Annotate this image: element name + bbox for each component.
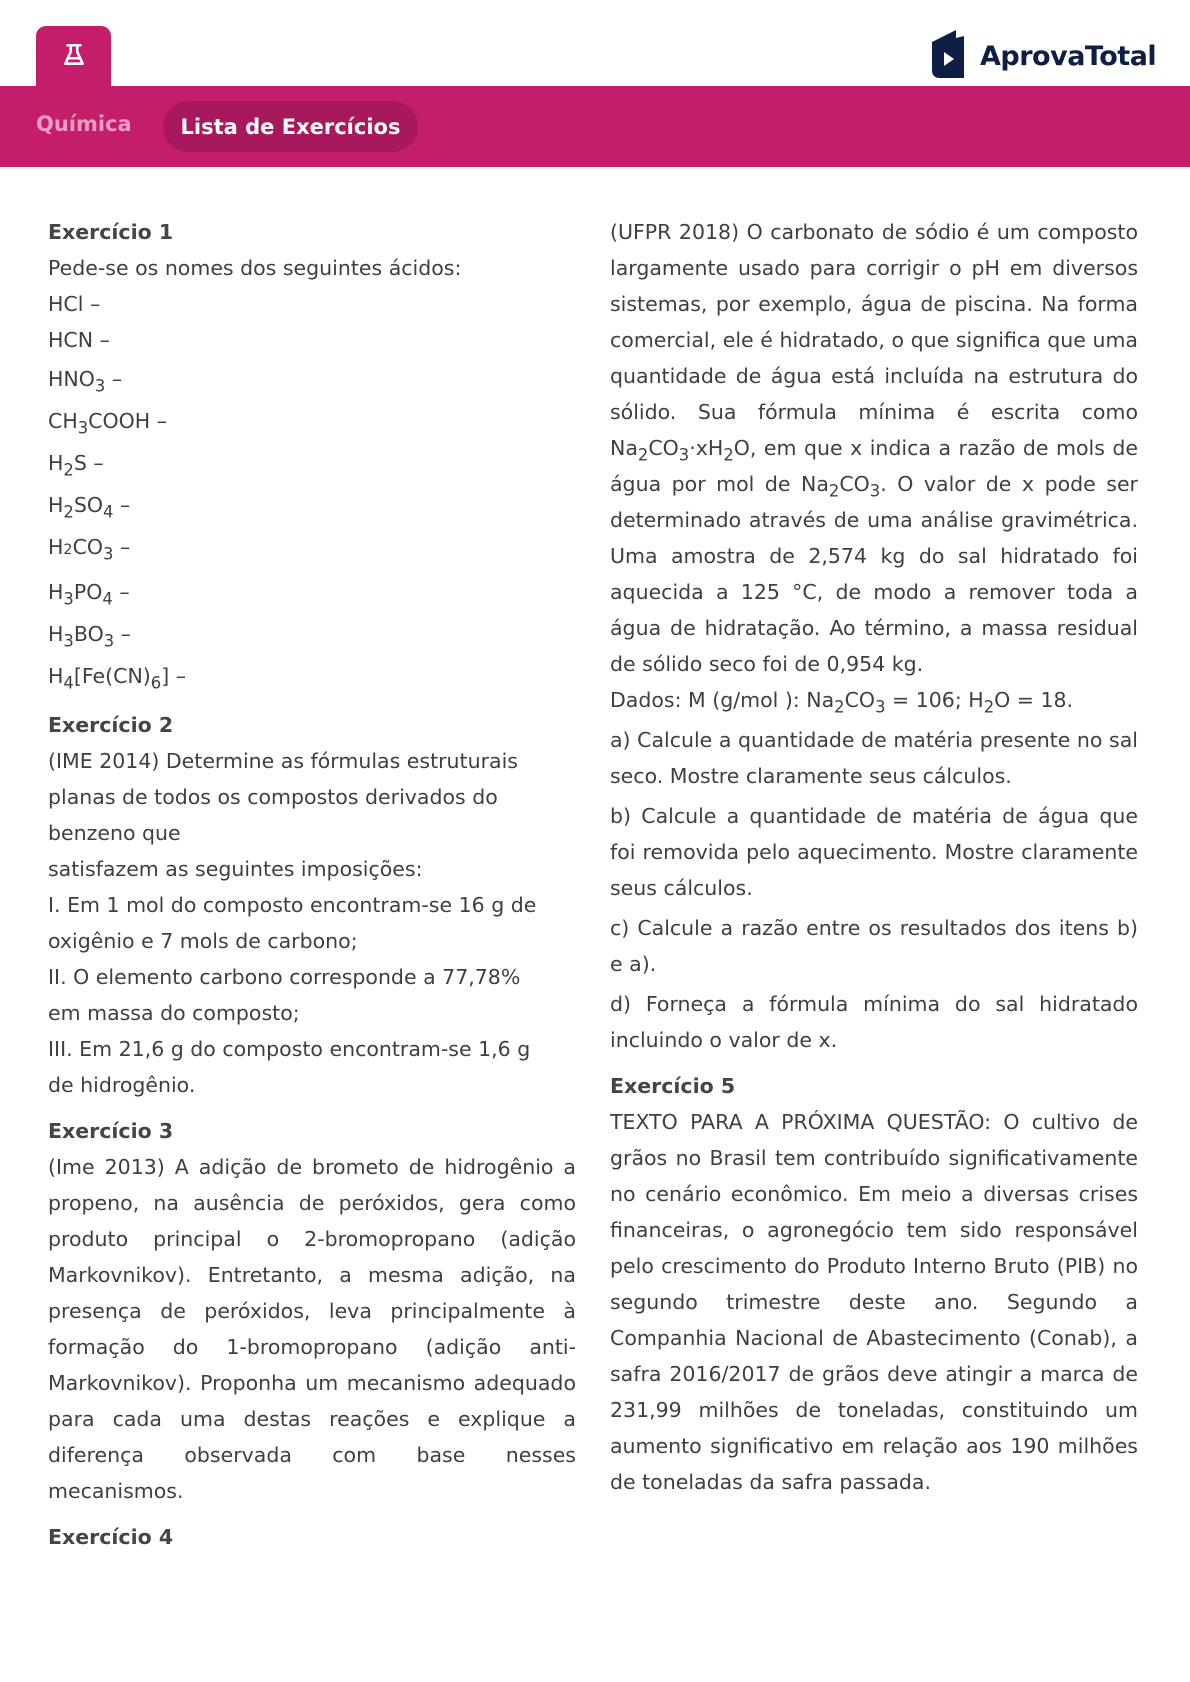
book-play-icon xyxy=(930,28,966,84)
exercise-1 xyxy=(48,214,576,697)
item-b: b) Calcule a quantidade de matéria de água que foi removida pelo aquecimento. Mostre claramente seus cálculos. xyxy=(610,804,1138,900)
exercise-line: (IME 2014) Determine as fórmulas estruturais xyxy=(48,749,518,773)
exercise-title: Exercício 3 xyxy=(48,1119,174,1143)
chem-formula: $Na_2CO_3$ xyxy=(801,472,881,501)
data-line: Dados: M (g/mol ): $Na_2CO_3 = 106$; $H_2O = 18$. xyxy=(610,688,1074,717)
exercise-line: em massa do composto; xyxy=(48,1001,300,1025)
exercise-3 xyxy=(48,1113,576,1509)
left-column xyxy=(48,214,576,1555)
formula-item: $H_4[Fe(CN)_6]$ – xyxy=(48,664,186,693)
exercise-prompt: Pede-se os nomes dos seguintes ácidos: xyxy=(48,256,462,280)
formula-item: HCl – xyxy=(48,292,101,316)
exercise-title: Exercício 2 xyxy=(48,713,174,737)
formula-item: $H2CO_3$ – xyxy=(48,535,131,564)
formula-item: HCN – xyxy=(48,328,110,352)
formula-list xyxy=(48,286,576,697)
exercise-5 xyxy=(610,1068,1138,1500)
formula-item: $CH_3COOH$ – xyxy=(48,409,167,438)
breadcrumb-subject[interactable]: Química xyxy=(36,112,132,136)
breadcrumb-section[interactable]: Lista de Exercícios xyxy=(163,101,418,152)
exercise-line: benzeno que xyxy=(48,821,181,845)
header-bar xyxy=(0,86,1190,167)
formula-item: $H_3BO_3$ – xyxy=(48,622,131,651)
subject-tab[interactable] xyxy=(36,26,111,88)
exercise-line: satisfazem as seguintes imposições: xyxy=(48,857,423,881)
chem-formula: $Na_2CO_3\cdot xH_2O$ xyxy=(610,436,750,465)
exercise-line: planas de todos os compostos derivados do xyxy=(48,785,498,809)
exercise-title: Exercício 1 xyxy=(48,220,174,244)
exercise-text: (Ime 2013) A adição de brometo de hidrogênio a propeno, na ausência de peróxidos, gera como produto principal o 2-bromopropano (adição Markovnikov). Entretanto, a mesma adição, na presença de peróxidos, leva principalmente à formação do 1-bromopropano (adição anti-Markovnikov). Proponha um mecanismo adequado para cada uma destas reações e explique a diferença observada com base nesses mecanismos. xyxy=(48,1155,576,1503)
exercise-title: Exercício 5 xyxy=(610,1074,736,1098)
formula-item: $H_3PO_4$ – xyxy=(48,580,130,609)
brand-logo xyxy=(930,28,1156,84)
exercise-line: de hidrogênio. xyxy=(48,1073,196,1097)
right-column xyxy=(610,214,1138,1500)
formula-item: $H_2S$ – xyxy=(48,451,104,480)
formula-item: $HNO_3$ – xyxy=(48,367,123,396)
exercise-line: III. Em 21,6 g do composto encontram-se 1,6 g xyxy=(48,1037,531,1061)
item-c: c) Calcule a razão entre os resultados dos itens b) e a). xyxy=(610,916,1138,976)
item-d: d) Forneça a fórmula mínima do sal hidratado incluindo o valor de x. xyxy=(610,992,1138,1052)
item-a: a) Calcule a quantidade de matéria presente no sal seco. Mostre claramente seus cálculos. xyxy=(610,728,1138,788)
exercise-2 xyxy=(48,707,576,1103)
formula-item: $H_2SO_4$ – xyxy=(48,493,131,522)
exercise-line: oxigênio e 7 mols de carbono; xyxy=(48,929,358,953)
exercise-title: Exercício 4 xyxy=(48,1525,174,1549)
flask-icon xyxy=(61,42,87,72)
exercise-text: TEXTO PARA A PRÓXIMA QUESTÃO: O cultivo de grãos no Brasil tem contribuído significativamente no cenário econômico. Em meio a diversas crises financeiras, o agronegócio tem sido responsável pelo crescimento do Produto Interno Bruto (PIB) no segundo trimestre deste ano. Segundo a Companhia Nacional de Abastecimento (Conab), a safra 2016/2017 de grãos deve atingir a marca de 231,99 milhões de toneladas, constituindo um aumento significativo em relação aos 190 milhões de toneladas da safra passada. xyxy=(610,1110,1138,1494)
exercise-line: II. O elemento carbono corresponde a 77,78% xyxy=(48,965,521,989)
exercise-4-heading xyxy=(48,1519,576,1555)
exercise-line: I. Em 1 mol do composto encontram-se 16 g de xyxy=(48,893,537,917)
logo-text: AprovaTotal xyxy=(980,40,1157,72)
exercise-4-body xyxy=(610,214,1138,1058)
exercise-text: (UFPR 2018) O carbonato de sódio é um composto largamente usado para corrigir o pH em diversos sistemas, por exemplo, água de piscina. Na forma comercial, ele é hidratado, o que significa que uma quantidade de água está incluída na estrutura do sólido. Sua fórmula mínima é escrita como $Na_2CO_3\cdot xH_2O$, em que x indica a razão de mols de água por mol de $Na_2CO_3$. O valor de x pode ser determinado através de uma análise gravimétrica. Uma amostra de 2,574 kg do sal hidratado foi aquecida a 125 °C, de modo a remover toda a água de hidratação. Ao término, a massa residual de sólido seco foi de 0,954 kg. xyxy=(610,220,1138,676)
